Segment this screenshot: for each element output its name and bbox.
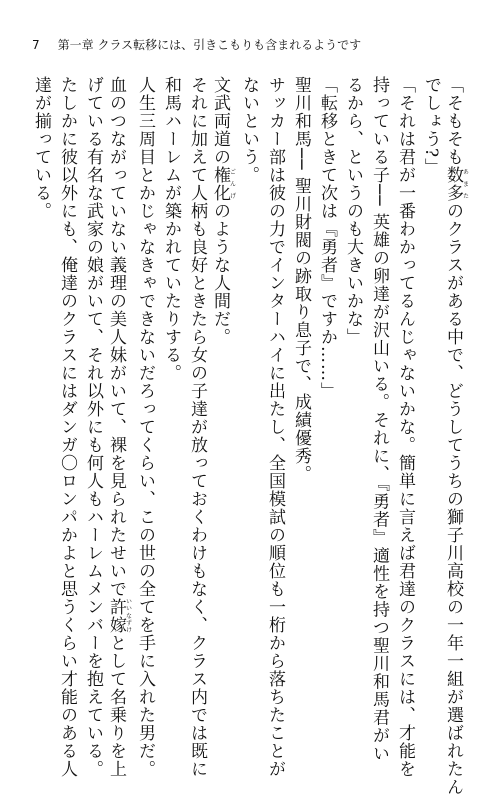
text-column: 聖川和馬── 聖川財閥の跡取り息子で、成績優秀。	[291, 76, 311, 483]
text-column: 達が揃っている。	[31, 76, 51, 220]
text-column: 文武両道の権化ごんげのような人間だ。	[210, 76, 236, 346]
text-column: でしょう?」	[421, 76, 441, 177]
text-column: 和馬ハーレムが築かれていたりする。	[161, 76, 181, 382]
furigana-word: 権化ごんげ	[210, 166, 236, 202]
text-column: げている有名な武家の娘がいて、それ以外にも何人もハーレムメンバーを抱えている。	[83, 76, 103, 778]
furigana-reading: あまた	[461, 166, 469, 202]
furigana-reading: いいなずけ	[124, 598, 132, 634]
text-column: ないという。	[239, 76, 259, 184]
running-header	[32, 36, 361, 53]
furigana-word: 数多あまた	[443, 166, 469, 202]
text-column: サッカー部は彼の力でインターハイに出たし、全国模試の順位も一桁から落ちたことが	[265, 76, 285, 778]
furigana-word: 許嫁いいなずけ	[106, 598, 132, 634]
text-column: るから、というのも大きいかな」	[343, 76, 363, 346]
text-column: 人生三周目とかじゃなきゃできないだろってくらい、この世の全てを手に入れた男だ。	[135, 76, 155, 778]
chapter-title: 第一章 クラス転移には、引きこもりも含まれるようです	[57, 38, 362, 52]
text-column: 「そもそも数多あまたのクラスがある中で、どうしてうちの獅子川高校の一年一組が選ばれたん	[443, 76, 469, 796]
text-column: それに加えて人柄も良好ときたら女の子達が放っておくわけもなく、クラス内では既に	[187, 76, 207, 778]
text-column: 持っている子── 英雄の卵達が沢山いる。それに、『勇者』適性を持つ聖川和馬君がい	[369, 76, 389, 763]
text-column: 「それは君が一番わかってるんじゃないかな。簡単に言えば君達のクラスには、才能を	[395, 76, 415, 778]
page-number: 7	[32, 38, 40, 52]
text-column: たしかに彼以外にも、俺達のクラスにはダンガ〇ロンパかよと思うくらい才能のある人	[57, 76, 77, 778]
furigana-reading: ごんげ	[228, 166, 236, 202]
text-column: 「転移ときて次は『勇者』ですか……」	[317, 76, 337, 400]
vertical-text-block	[28, 76, 469, 796]
text-column: 血のつながっていない義理の美人妹がいて、裸を見られたせいで許嫁いいなずけとして名乗りを上	[106, 76, 132, 778]
